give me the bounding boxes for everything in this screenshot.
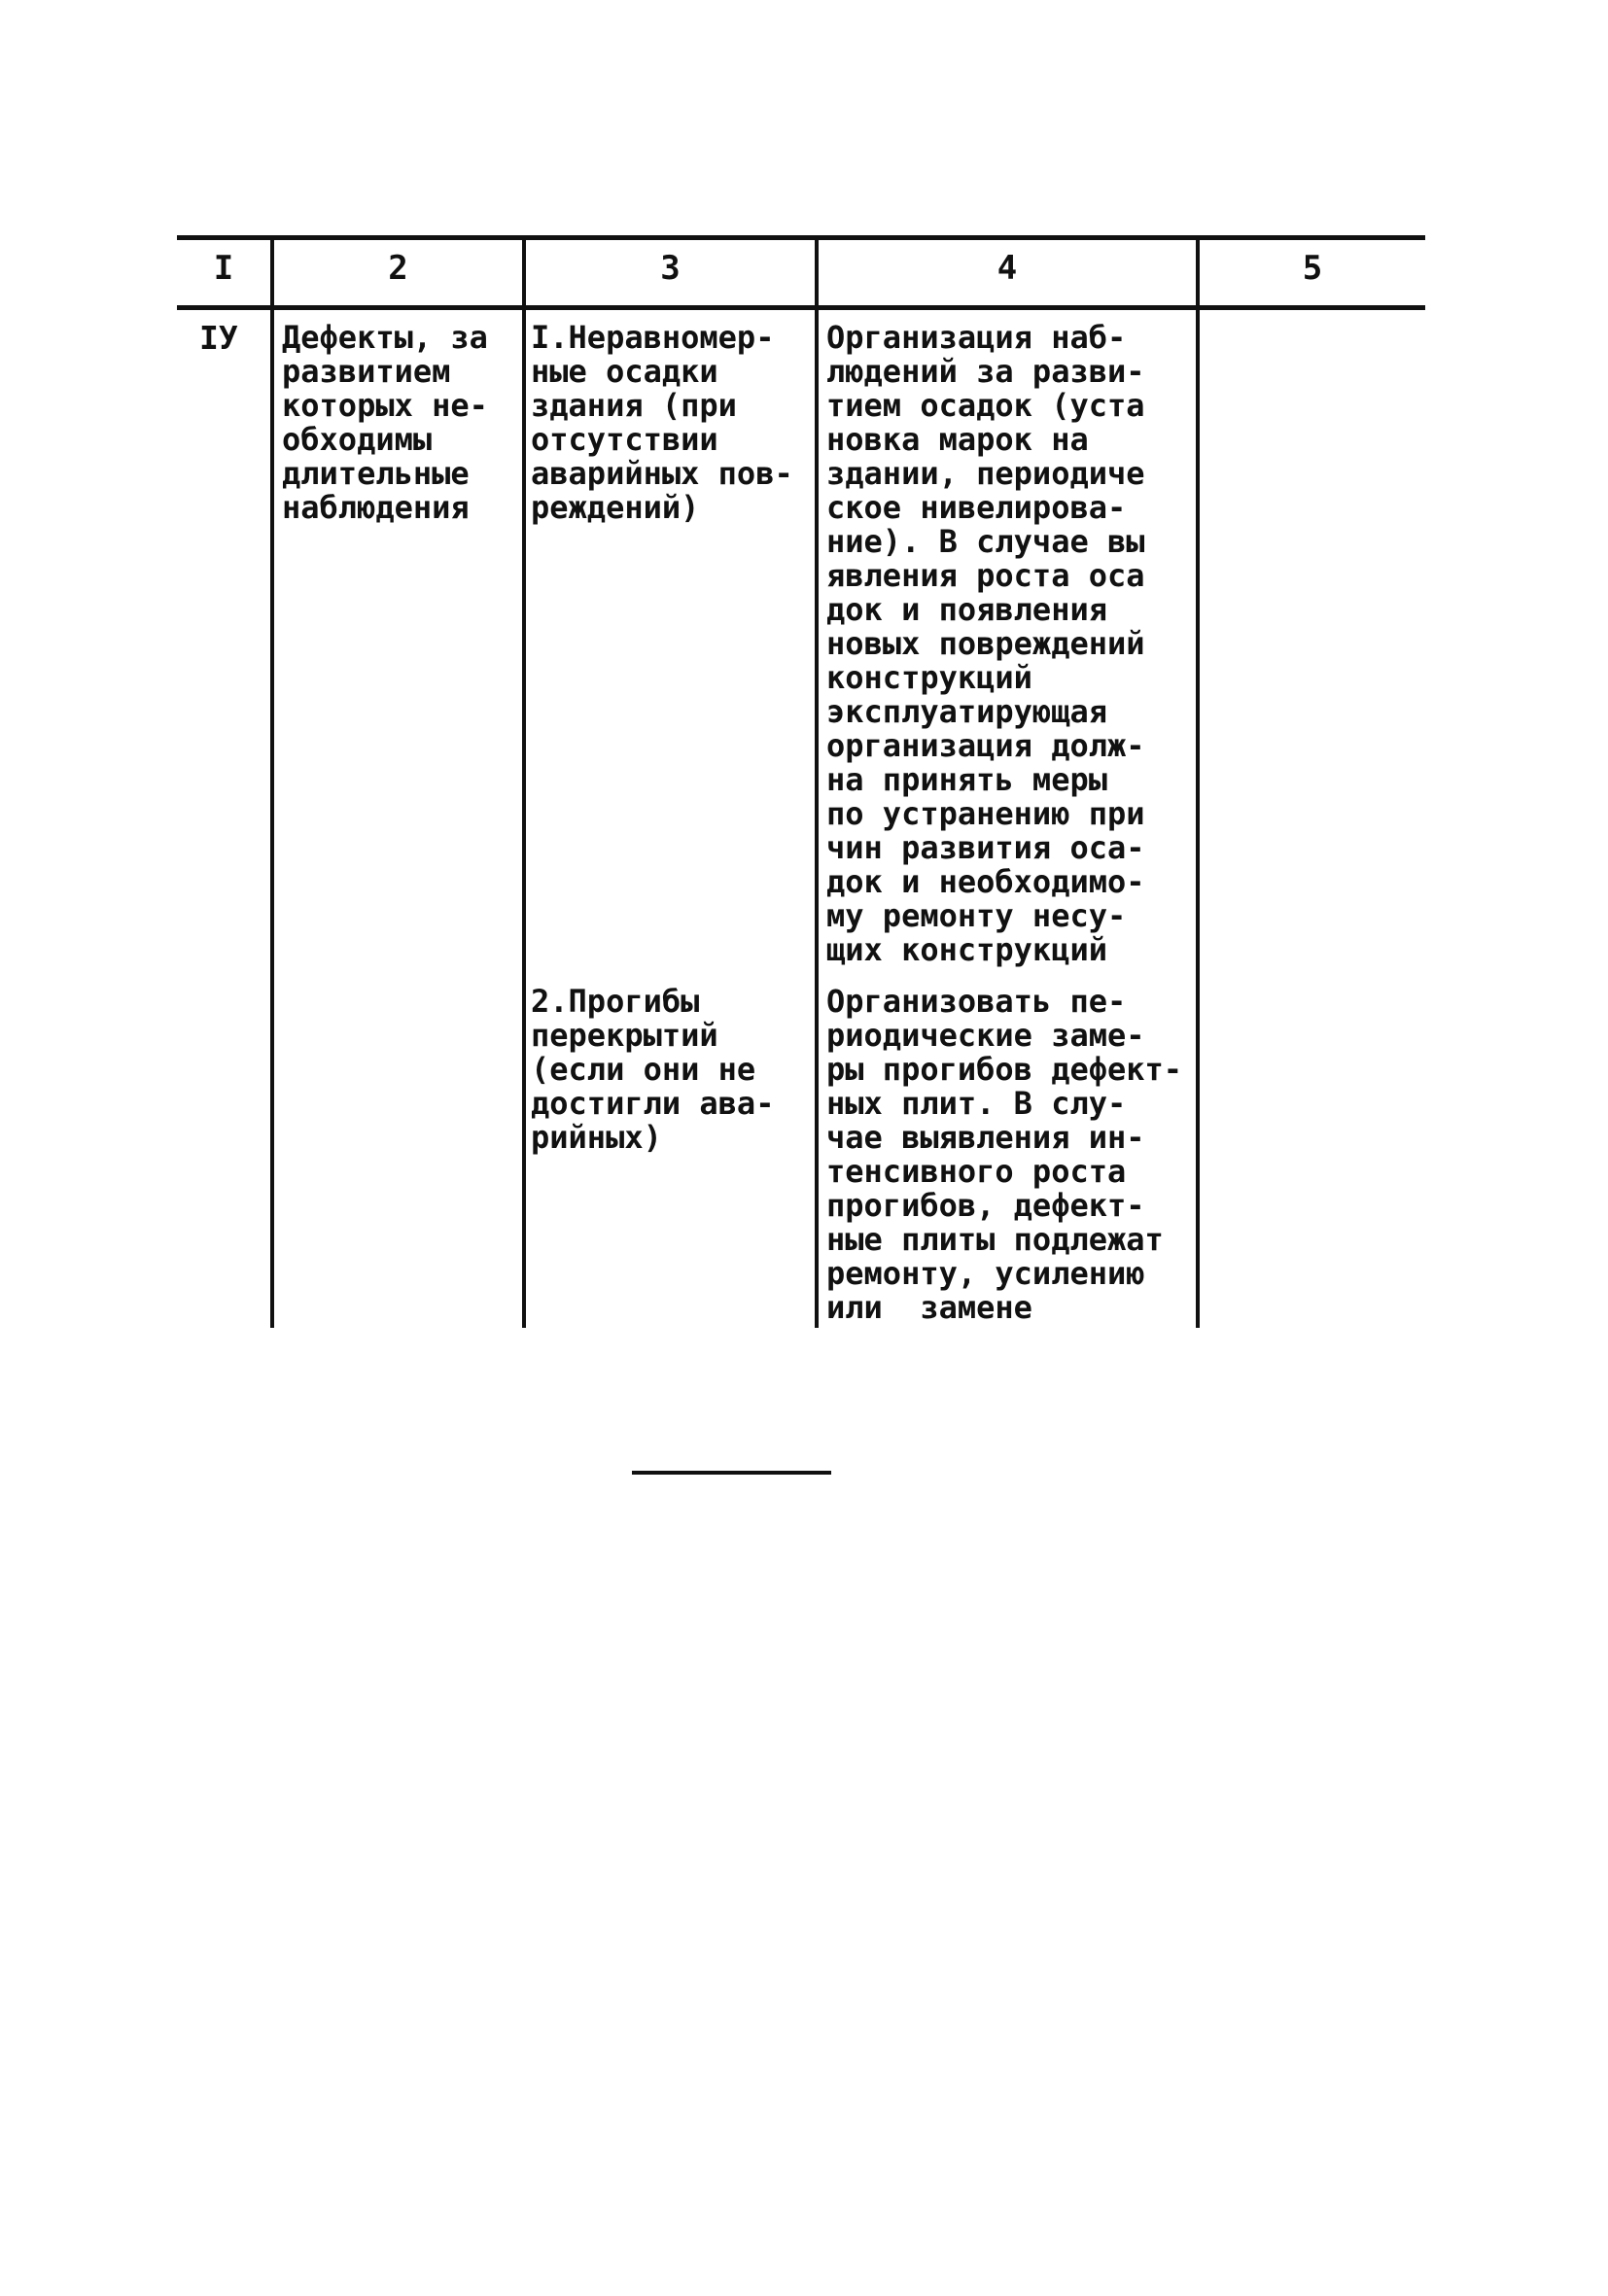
header-col-4: 4 — [996, 249, 1018, 288]
header-col-1: I — [213, 249, 234, 288]
column-divider-2 — [522, 235, 526, 1328]
table-header-rule — [177, 305, 1425, 310]
table-top-rule — [177, 235, 1425, 240]
defect-item-1-measures: Организация наб- людений за разви- тием осадок (уста новка марок на здании, периодиче ское нивелирова- ние). В случае вы явления роста оса док и появления новых повреждений конструкций эксплуатирующая организация долж- на принять меры по устранению при чин развития оса- док и необходимо- му ремонту несу- щих конструкций — [826, 319, 1145, 968]
column-divider-1 — [270, 235, 274, 1328]
row-category-number: IУ — [199, 319, 238, 357]
header-col-3: 3 — [660, 249, 681, 288]
defect-item-1-description: I.Неравномер- ные осадки здания (при отсутствии аварийных пов- реждений) — [531, 319, 793, 526]
column-divider-4 — [1196, 235, 1200, 1328]
defect-item-2-measures: Организовать пе- риодические заме- ры прогибов дефект- ных плит. В слу- чае выявления ин- тенсивного роста прогибов, дефект- ные плиты подлежат ремонту, усилению или замене — [826, 983, 1183, 1326]
defect-group-description: Дефекты, за развитием которых не- обходимы длительные наблюдения — [282, 319, 488, 526]
defect-item-2-description: 2.Прогибы перекрытий (если они не достигли ава- рийных) — [531, 983, 775, 1156]
column-divider-3 — [815, 235, 819, 1328]
end-of-section-rule — [632, 1471, 831, 1475]
header-col-2: 2 — [388, 249, 408, 288]
header-col-5: 5 — [1302, 249, 1323, 288]
